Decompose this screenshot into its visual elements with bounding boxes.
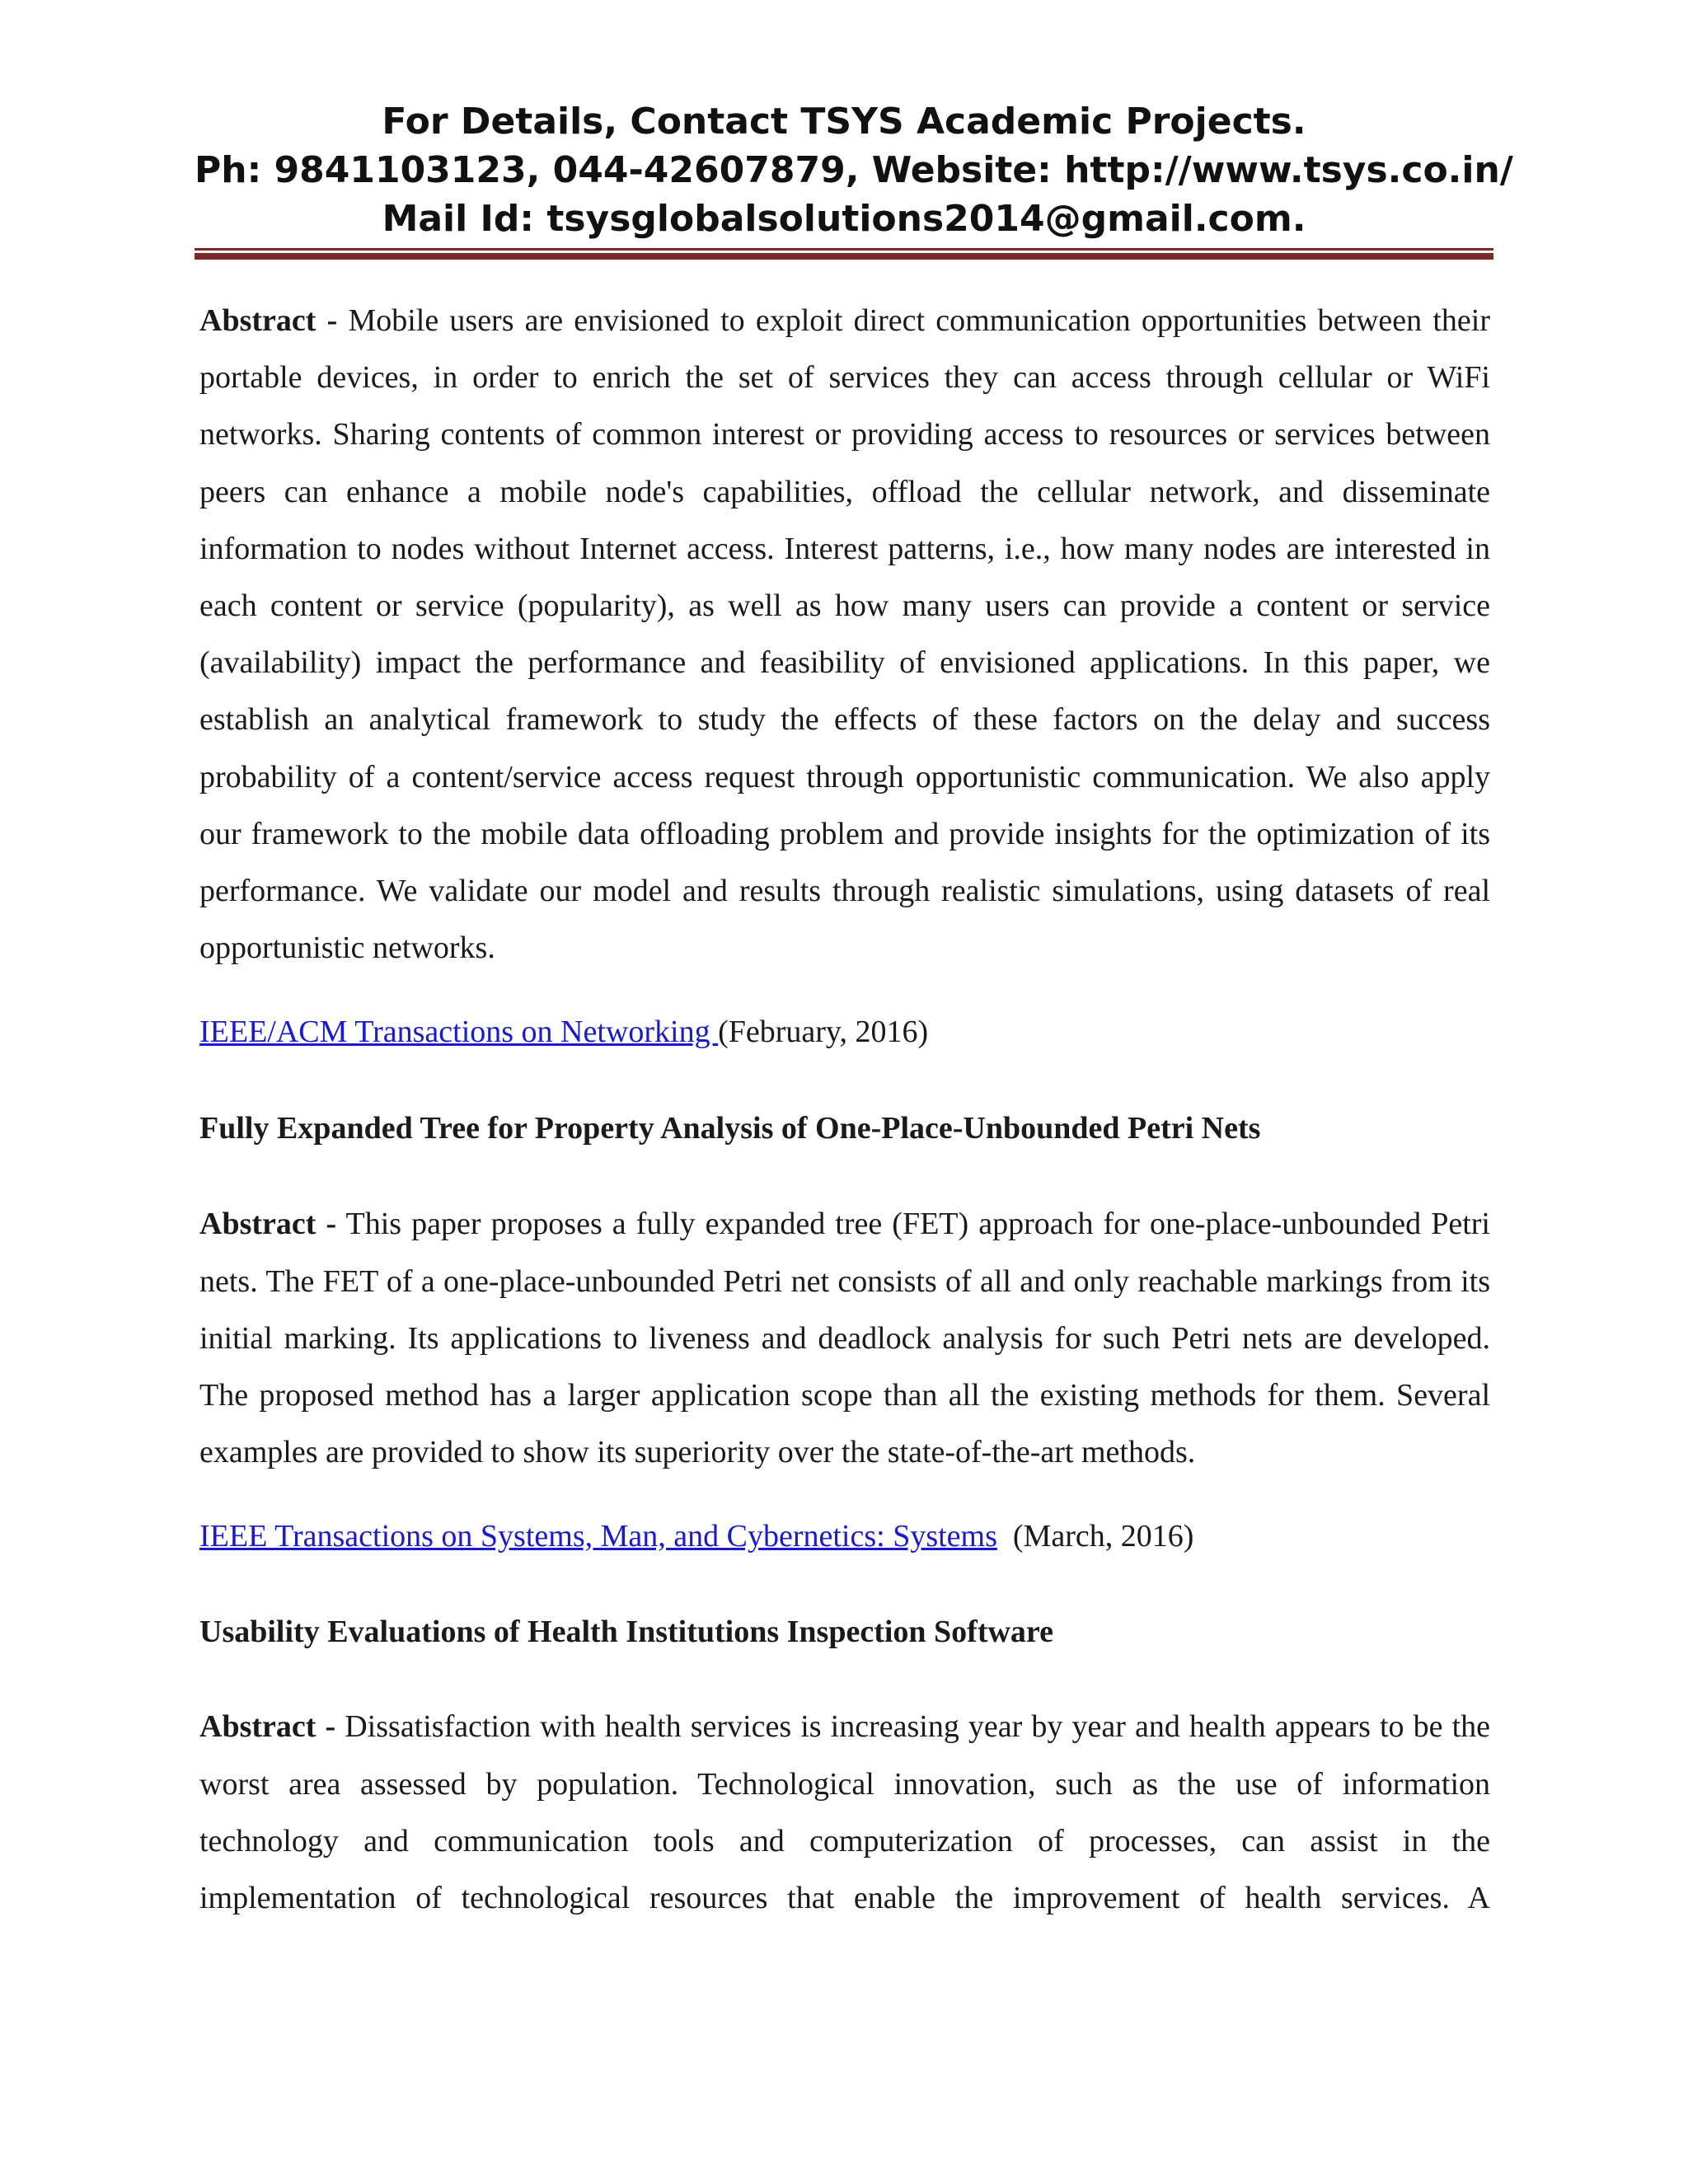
header-rule-thick <box>195 253 1493 260</box>
abstract-paragraph-3 <box>199 1699 1490 1927</box>
abstract-label: Abstract - <box>199 303 338 338</box>
abstract-text: This paper proposes a fully expanded tree (FET) approach for one-place-unbounded Petri nets. The FET of a one-place-unbounded Petri net consists of all and only reachable markings from its initial marking. Its applications to liveness and deadlock analysis for such Petri nets are developed. The proposed method has a larger application scope than all the existing methods for them. Several examples are provided to show its superiority over the state-of-the-art methods. <box>199 1207 1490 1470</box>
header-line-phone-website: Ph: 9841103123, 044-42607879, Website: http://www.tsys.co.in/ <box>195 149 1513 191</box>
document-content <box>199 293 1490 1927</box>
abstract-paragraph-2 <box>199 1196 1490 1481</box>
abstract-label: Abstract - <box>199 1709 336 1745</box>
paper-title-2: Fully Expanded Tree for Property Analysis of One-Place-Unbounded Petri Nets <box>199 1111 1261 1146</box>
journal-link[interactable]: IEEE Transactions on Systems, Man, and Cybernetics: Systems <box>199 1519 997 1554</box>
header-rule-thin <box>195 248 1493 251</box>
journal-reference-1 <box>199 1004 1490 1061</box>
journal-date: (March, 2016) <box>996 1519 1194 1554</box>
journal-date: (February, 2016) <box>718 1015 929 1050</box>
header-line-mail: Mail Id: tsysglobalsolutions2014@gmail.com. <box>382 198 1306 240</box>
abstract-label: Abstract - <box>199 1207 337 1242</box>
journal-reference-2 <box>199 1508 1490 1565</box>
contact-header <box>195 97 1513 243</box>
abstract-text: Dissatisfaction with health services is increasing year by year and health appears to be the worst area assessed by population. Technological innovation, such as the use of information technology and communication tools and computerization of processes, can assist in the implementation of technological resources that enable the improvement of health services. A <box>199 1709 1490 1916</box>
abstract-paragraph-1 <box>199 293 1490 977</box>
abstract-text: Mobile users are envisioned to exploit direct communication opportunities between their portable devices, in order to enrich the set of services they can access through cellular or WiFi networks. Sharing contents of common interest or providing access to resources or services between peers can enhance a mobile node's capabilities, offload the cellular network, and disseminate information to nodes without Internet access. Interest patterns, i.e., how many nodes are interested in each content or service (popularity), as well as how many users can provide a content or service (availability) impact the performance and feasibility of envisioned applications. In this paper, we establish an analytical framework to study the effects of these factors on the delay and success probability of a content/service access request through opportunistic communication. We also apply our framework to the mobile data offloading problem and provide insights for the optimization of its performance. We validate our model and results through realistic simulations, using datasets of real opportunistic networks. <box>199 303 1490 966</box>
paper-title-3: Usability Evaluations of Health Institutions Inspection Software <box>199 1615 1053 1650</box>
header-line-contact: For Details, Contact TSYS Academic Projects. <box>382 101 1306 143</box>
journal-link[interactable]: IEEE/ACM Transactions on Networking <box>199 1015 719 1050</box>
